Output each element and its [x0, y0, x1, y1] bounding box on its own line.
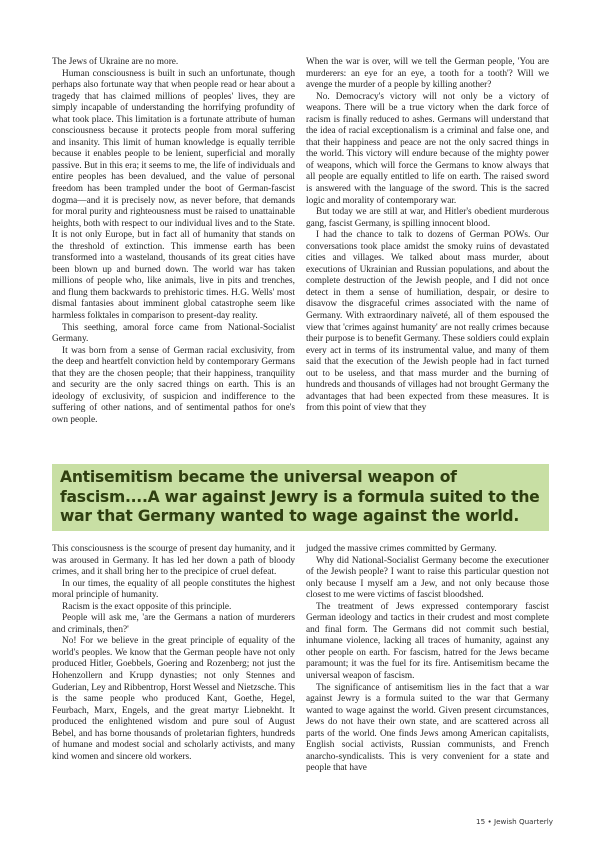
column-2	[306, 57, 549, 415]
paragraph: I had the chance to talk to dozens of German POWs. Our conversations took place amidst the smoky ruins of devastated cities and villages. We talked about mass murder, about executions of Ukrainian and Russian populations, and about the complete destruction of the Jewish people, and I did not once detect in them a sense of humiliation, despair, or desire to disavow the disgraceful crimes associated with the name of Germany. With extraordinary naïveté, all of them espoused the view that 'crimes against humanity' are not really crimes because their purpose is to benefit Germany. These soldiers could explain every act in terms of its instrumental value, and many of them said that the execution of the Jewish people had in fact turned out to be useless, and that mass murder and the burning of hundreds and thousands of villages had not brought Germany the advantages that had been expected from these measures. It is from this point of view that they	[306, 230, 549, 414]
paragraph: When the war is over, will we tell the German people, 'You are murderers: an eye for an eye, a tooth for a tooth'? Will we avenge the murder of a people by killing another?	[306, 57, 549, 91]
column-1	[52, 57, 295, 427]
paragraph: The treatment of Jews expressed contemporary fascist German ideology and tactics in their crudest and most complete and final form. The Germans did not commit such bestial, inhumane violence, lacking all traces of humanity, against any other people on earth. For fascism, hatred for the Jews became paramount; it was the fuel for its fire. Antisemitism became the universal weapon of fascism.	[306, 601, 549, 682]
paragraph: The Jews of Ukraine are no more.	[52, 57, 179, 67]
column-4	[306, 544, 549, 775]
paragraph: But today we are still at war, and Hitler's obedient murderous gang, fascist Germany, is spilling innocent blood.	[306, 207, 549, 229]
paragraph: Why did National-Socialist Germany become the executioner of the Jewish people? I want to raise this particular question not only because I myself am a Jew, and not only because those closest to me were victims of fascist bloodshed.	[306, 555, 549, 601]
paragraph: People will ask me, 'are the Germans a nation of murderers and criminals, then?'	[52, 613, 295, 635]
paragraph: In our times, the equality of all people constitutes the highest moral principle of humanity.	[52, 578, 295, 601]
paragraph: No! For we believe in the great principle of equality of the world's peoples. We know that the German people have not only produced Hitler, Goebbels, Goering and Rozenberg; not just the Hohenzollern and Krupp dynasties; not only Stennes and Guderian, Ley and Ribbentrop, Horst Wessel and Nietzsche. This is the same people who produced Kant, Goethe, Hegel, Feurbach, Marx, Engels, and the great martyr Liebnekht. It produced the enlightened wisdom and pure soul of August Bebel, and has borne thousands of proletarian fighters, hundreds of humane and modest social and scholarly activists, and many kind women and sincere old workers.	[52, 636, 295, 762]
paragraph: This consciousness is the scourge of present day humanity, and it was aroused in Germany. It has led her down a path of bloody crimes, and it shall bring her to the precipice of cruel defeat.	[52, 544, 295, 578]
paragraph: The significance of antisemitism lies in the fact that a war against Jewry is a formula suited to the war that Germany wanted to wage against the world. Given present circumstances, Jews do not have their own state, and are scattered across all parts of the world. One finds Jews among American capitalists, English social activists, Russian communists, and French anarcho-syndicalists. This is very convenient for a state and people that have	[306, 682, 549, 774]
pull-quote: Antisemitism became the universal weapon of fascism....A war against Jewry is a formula suited to the war that Germany wanted to wage against the world.	[60, 468, 540, 526]
paragraph: Racism is the exact opposite of this principle.	[62, 601, 232, 612]
page-footer: 15 • Jewish Quarterly	[476, 817, 553, 826]
paragraph: Human consciousness is built in such an unfortunate, though perhaps also fortunate way that when people read or hear about a tragedy that has claimed millions of peoples' lives, they are simply incapable of understanding the horrifying profundity of what took place. This limitation is a fortunate attribute of human consciousness because it protects people from moral suffering and insanity. This limit of human knowledge is equally terrible because it enables people to be lenient, superficial and morally passive. But in this era; it seems to me, the life of individuals and entire peoples has been devalued, and the value of personal freedom has been trampled under the boot of German-fascist dogma—and it is precisely now, as never before, that demands for moral purity and righteousness must be raised to unattainable heights, both with respect to our individual lives and to the State. It is not only Europe, but in fact all of humanity that stands on the threshold of extinction. This immense earth has been transformed into a wasteland, thousands of its great cities have been blown up and burned down. The world war has taken millions of people who, like animals, live in pits and trenches, and flung them backwards to prehistoric times. H.G. Wells' most dismal fantasies about imminent global catastrophe seem like harmless folktales in comparison to present-day reality.	[52, 68, 295, 322]
column-3	[52, 544, 295, 763]
paragraph: This seething, amoral force came from National-Socialist Germany.	[52, 322, 295, 345]
paragraph: No. Democracy's victory will not only be a victory of weapons. There will be a true victory when the dark force of racism is finally reduced to ashes. Germans will understand that the idea of racial exceptionalism is a criminal and false one, and that their happiness and peace are not the only sacred things in the world. This victory will endure because of the mighty power of weapons, which will force the Germans to know always that all people are equally entitled to life on earth. The raised sword is answered with the language of the sword. This is the sacred logic and morality of contemporary war.	[306, 91, 549, 206]
paragraph: judged the massive crimes committed by Germany.	[306, 544, 497, 554]
pull-quote-box	[52, 464, 549, 531]
paragraph: It was born from a sense of German racial exclusivity, from the deep and heartfelt conviction held by contemporary Germans that they are the chosen people; that their happiness, tranquility and security are the only sacred things on earth. This is an ideology of exclusivity, of suspicion and indifference to the suffering of other nations, and of sentimental pathos for one's own people.	[52, 345, 295, 425]
